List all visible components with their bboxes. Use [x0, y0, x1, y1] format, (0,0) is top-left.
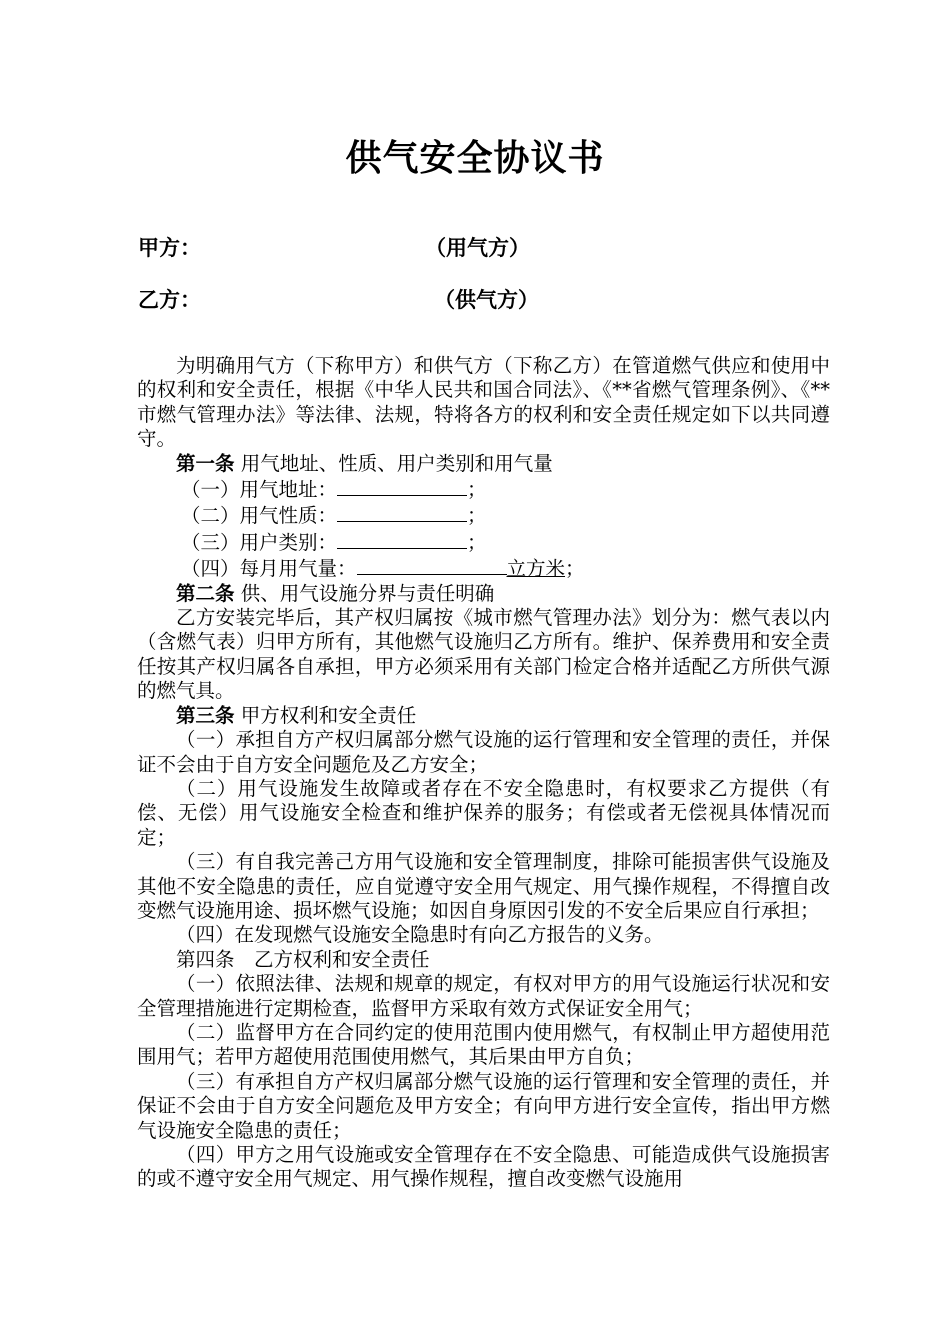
article2-title: 供、用气设施分界与责任明确: [240, 581, 495, 605]
item-label: （四）每月用气量：: [181, 557, 357, 581]
article4-heading: 第四条 乙方权利和安全责任: [176, 947, 430, 971]
address-blank: [337, 476, 467, 496]
agreement-body: [137, 354, 830, 1192]
party-a-role: （用气方）: [425, 235, 530, 260]
volume-unit: 立方米: [506, 557, 566, 581]
item-end: ；: [467, 530, 487, 554]
article1-item-2: [137, 502, 830, 528]
nature-blank: [337, 502, 467, 522]
article4-item-1: （一）依照法律、法规和规章的规定，有权对甲方的用气设施运行状况和安全管理措施进行定期检查，监督甲方采取有效方式保证安全用气；: [137, 972, 830, 1020]
party-b-line: [138, 284, 539, 314]
article2-paragraph: 乙方安装完毕后，其产权归属按《城市燃气管理办法》划分为：燃气表以内（含燃气表）归甲方所有，其他燃气设施归乙方所有。维护、保养费用和安全责任按其产权归属各自承担，甲方必须采用有关部门检定合格并适配乙方所供气源的燃气具。: [137, 606, 830, 703]
article1-number: 第一条: [176, 451, 235, 475]
article1-item-1: [137, 476, 830, 502]
article3-heading: [137, 704, 830, 728]
article3-number: 第三条: [176, 703, 235, 727]
item-end: ；: [467, 504, 487, 528]
category-blank: [337, 529, 467, 549]
item-label: （三）用户类别：: [181, 530, 338, 554]
article3-item-1: （一）承担自方产权归属部分燃气设施的运行管理和安全管理的责任，并保证不会由于自方安全问题危及乙方安全；: [137, 728, 830, 776]
party-b-role: （供气方）: [434, 287, 539, 312]
article1-item-4: [137, 555, 830, 581]
intro-paragraph: 为明确用气方（下称甲方）和供气方（下称乙方）在管道燃气供应和使用中的权利和安全责任，根据《中华人民共和国合同法》、《**省燃气管理条例》、《**市燃气管理办法》等法律、法规，特将各方的权利和安全责任规定如下以共同遵守。: [137, 354, 830, 451]
article2-heading: [137, 582, 830, 606]
article1-title: 用气地址、性质、用户类别和用气量: [240, 451, 553, 475]
article1-item-3: [137, 529, 830, 555]
article1-heading: [137, 452, 830, 476]
party-a-label: 甲方：: [138, 235, 201, 260]
volume-blank: [357, 555, 507, 575]
article3-item-2: （二）用气设施发生故障或者存在不安全隐患时，有权要求乙方提供（有偿、无偿）用气设施安全检查和维护保养的服务；有偿或者无偿视具体情况而定；: [137, 776, 830, 849]
party-a-line: [138, 232, 530, 262]
item-label: （二）用气性质：: [181, 504, 338, 528]
item-end: ；: [565, 557, 585, 581]
article2-number: 第二条: [176, 581, 235, 605]
article4-item-4: （四）甲方之用气设施或安全管理存在不安全隐患、可能造成供气设施损害的或不遵守安全用气规定、用气操作规程，擅自改变燃气设施用: [137, 1143, 830, 1191]
party-b-label: 乙方：: [138, 287, 201, 312]
item-end: ；: [467, 478, 487, 502]
article4-item-2: （二）监督甲方在合同约定的使用范围内使用燃气，有权制止甲方超使用范围用气；若甲方超使用范围使用燃气，其后果由甲方自负；: [137, 1020, 830, 1069]
article4-item-3: （三）有承担自方产权归属部分燃气设施的运行管理和安全管理的责任，并保证不会由于自方安全问题危及甲方安全；有向甲方进行安全宣传，指出甲方燃气设施安全隐患的责任；: [137, 1069, 830, 1142]
item-label: （一）用气地址：: [181, 478, 338, 502]
article3-item-4: （四）在发现燃气设施安全隐患时有向乙方报告的义务。: [176, 923, 664, 947]
article3-item-3: （三）有自我完善己方用气设施和安全管理制度，排除可能损害供气设施及其他不安全隐患的责任，应自觉遵守安全用气规定、用气操作规程，不得擅自改变燃气设施用途、损坏燃气设施；如因自身原因引发的不安全后果应自行承担；: [137, 850, 830, 922]
article3-title: 甲方权利和安全责任: [240, 703, 417, 727]
document-title: 供气安全协议书: [345, 137, 605, 179]
